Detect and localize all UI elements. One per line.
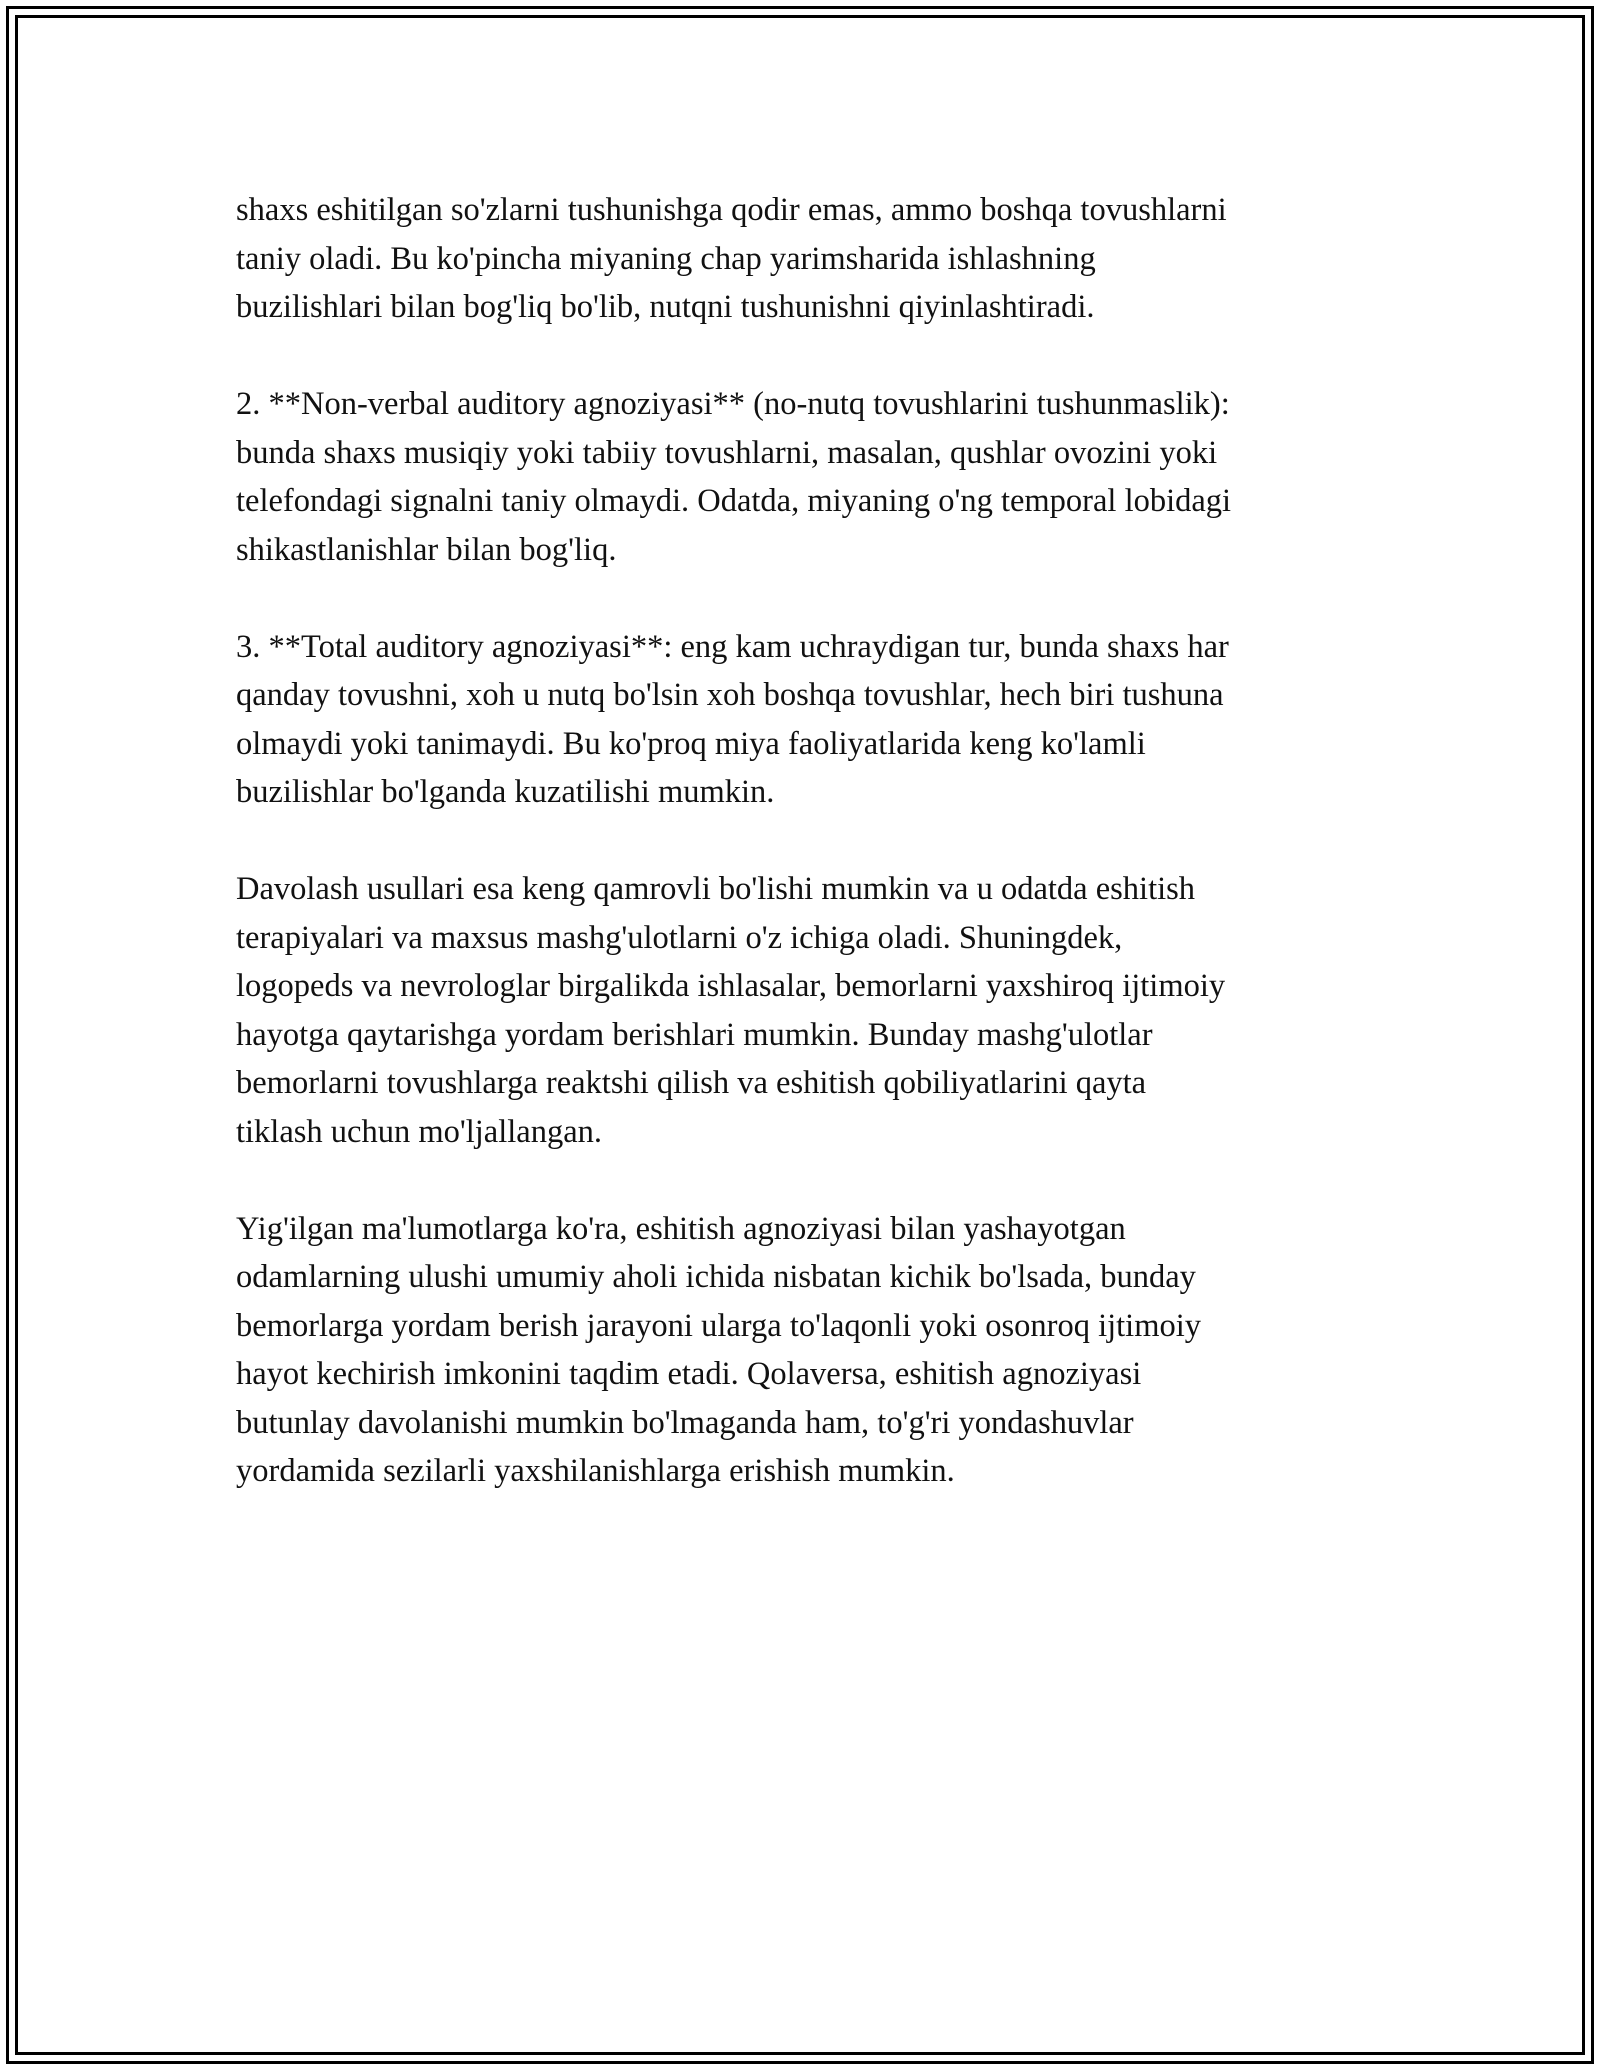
text-line: telefondagi signalni taniy olmaydi. Odatda, miyaning o'ng temporal lobidagi — [236, 483, 1232, 519]
text-line: buzilishlar bo'lganda kuzatilishi mumkin. — [236, 774, 775, 810]
text-line: qanday tovushni, xoh u nutq bo'lsin xoh boshqa tovushlar, hech biri tushuna — [236, 677, 1224, 713]
paragraph-2 — [236, 380, 1366, 574]
document-body — [236, 186, 1366, 1544]
paragraph-1 — [236, 186, 1366, 332]
text-line: butunlay davolanishi mumkin bo'lmaganda ham, to'g'ri yondashuvlar — [236, 1404, 1134, 1441]
text-line: bunda shaxs musiqiy yoki tabiiy tovushlarni, masalan, qushlar ovozini yoki — [236, 434, 1218, 471]
text-line: hayotga qaytarishga yordam berishlari mumkin. Bunday mashg'ulotlar — [236, 1016, 1153, 1053]
text-line: odamlarning ulushi umumiy aholi ichida nisbatan kichik bo'lsada, bunday — [236, 1259, 1196, 1295]
paragraph-3 — [236, 623, 1366, 817]
text-line: terapiyalari va maxsus mashg'ulotlarni o'z ichiga oladi. Shuningdek, — [236, 919, 1123, 956]
text-line: Davolash usullari esa keng qamrovli bo'lishi mumkin va u odatda eshitish — [236, 871, 1196, 907]
text-line: shikastlanishlar bilan bog'liq. — [236, 531, 617, 568]
text-line: tiklash uchun mo'ljallangan. — [236, 1113, 602, 1150]
text-line: hayot kechirish imkonini taqdim etadi. Qolaversa, eshitish agnoziyasi — [236, 1356, 1142, 1392]
paragraph-4 — [236, 865, 1366, 1156]
text-line: logopeds va nevrologlar birgalikda ishlasalar, bemorlarni yaxshiroq ijtimoiy — [236, 968, 1226, 1004]
text-line: bemorlarni tovushlarga reaktshi qilish va eshitish qobiliyatlarini qayta — [236, 1065, 1147, 1101]
text-line: bemorlarga yordam berish jarayoni ularga to'laqonli yoki osonroq ijtimoiy — [236, 1307, 1202, 1344]
text-line: buzilishlari bilan bog'liq bo'lib, nutqni tushunishni qiyinlashtiradi. — [236, 289, 1095, 325]
text-line: olmaydi yoki tanimaydi. Bu ko'proq miya faoliyatlarida keng ko'lamli — [236, 725, 1146, 762]
text-line: shaxs eshitilgan so'zlarni tushunishga qodir emas, ammo boshqa tovushlarni — [236, 192, 1227, 228]
text-line: 2. **Non-verbal auditory agnoziyasi** (no-nutq tovushlarini tushunmaslik): — [236, 386, 1230, 422]
paragraph-5 — [236, 1205, 1366, 1496]
text-line: 3. **Total auditory agnoziyasi**: eng kam uchraydigan tur, bunda shaxs har — [236, 628, 1229, 665]
text-line: yordamida sezilarli yaxshilanishlarga erishish mumkin. — [236, 1453, 955, 1489]
text-line: Yig'ilgan ma'lumotlarga ko'ra, eshitish agnoziyasi bilan yashayotgan — [236, 1210, 1126, 1247]
text-line: taniy oladi. Bu ko'pincha miyaning chap yarimsharida ishlashning — [236, 240, 1096, 277]
